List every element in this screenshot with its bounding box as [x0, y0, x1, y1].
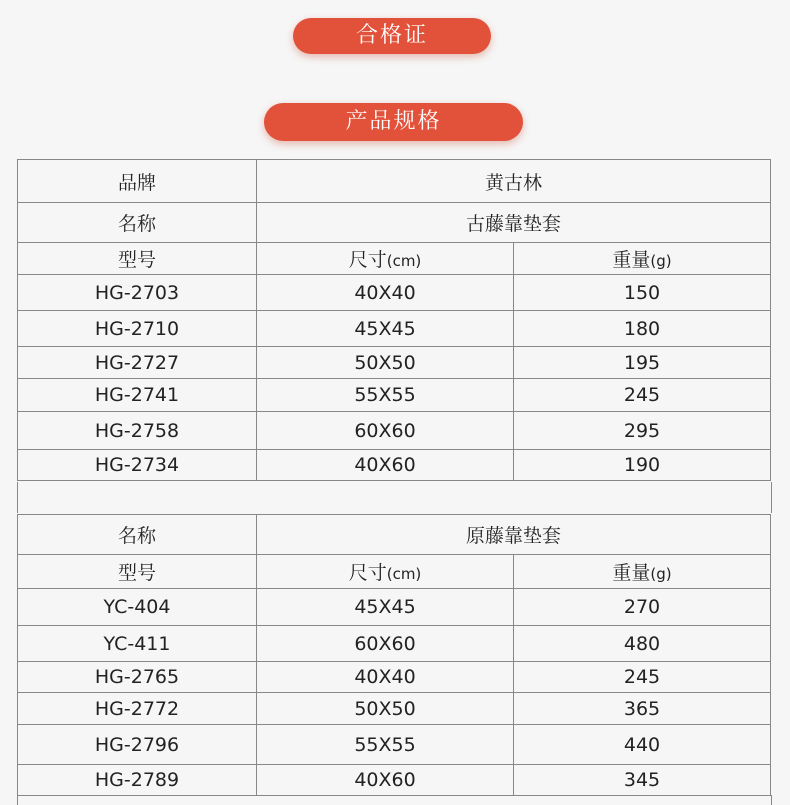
weight-header-label: 重量	[612, 249, 651, 271]
name-value: 原藤靠垫套	[257, 515, 771, 555]
weight-cell: 190	[514, 450, 771, 481]
table-row	[18, 275, 771, 311]
table-bottom-spacer	[17, 795, 772, 805]
header-row	[18, 555, 771, 589]
table-spacer	[17, 482, 772, 513]
table-row	[18, 662, 771, 693]
weight-cell: 245	[514, 379, 771, 412]
weight-cell: 150	[514, 275, 771, 311]
name-label: 名称	[18, 515, 257, 555]
table-row	[18, 412, 771, 450]
weight-cell: 440	[514, 725, 771, 765]
size-cell: 60X60	[257, 412, 514, 450]
model-cell: HG-2710	[18, 311, 257, 347]
table-row	[18, 626, 771, 662]
weight-cell: 295	[514, 412, 771, 450]
size-cell: 50X50	[257, 693, 514, 725]
weight-cell: 270	[514, 589, 771, 626]
brand-value: 黄古林	[257, 160, 771, 203]
model-cell: HG-2703	[18, 275, 257, 311]
model-cell: HG-2789	[18, 765, 257, 796]
size-cell: 60X60	[257, 626, 514, 662]
table-row	[18, 765, 771, 796]
size-header-label: 尺寸	[348, 249, 387, 271]
weight-cell: 365	[514, 693, 771, 725]
spec-table-original-rattan	[17, 514, 771, 796]
model-cell: HG-2741	[18, 379, 257, 412]
weight-header	[514, 243, 771, 275]
table-row	[18, 725, 771, 765]
size-cell: 40X60	[257, 450, 514, 481]
name-row	[18, 203, 771, 243]
spec-table-ancient-rattan	[17, 159, 771, 481]
table-row	[18, 450, 771, 481]
brand-row	[18, 160, 771, 203]
header-row	[18, 243, 771, 275]
model-cell: HG-2727	[18, 347, 257, 379]
size-header	[257, 555, 514, 589]
model-cell: YC-411	[18, 626, 257, 662]
size-cell: 45X45	[257, 589, 514, 626]
model-cell: HG-2765	[18, 662, 257, 693]
name-label: 名称	[18, 203, 257, 243]
model-cell: HG-2758	[18, 412, 257, 450]
name-value: 古藤靠垫套	[257, 203, 771, 243]
weight-header-unit: (g)	[650, 252, 672, 270]
size-header-unit: (cm)	[386, 252, 422, 270]
model-cell: YC-404	[18, 589, 257, 626]
table-row	[18, 347, 771, 379]
model-header: 型号	[18, 243, 257, 275]
model-header: 型号	[18, 555, 257, 589]
weight-header-label: 重量	[612, 562, 651, 584]
size-cell: 45X45	[257, 311, 514, 347]
size-header-label: 尺寸	[348, 562, 387, 584]
weight-cell: 180	[514, 311, 771, 347]
product-spec-badge: 产品规格	[264, 103, 523, 141]
size-cell: 55X55	[257, 379, 514, 412]
table-row	[18, 311, 771, 347]
size-cell: 40X40	[257, 275, 514, 311]
size-cell: 40X40	[257, 662, 514, 693]
brand-label: 品牌	[18, 160, 257, 203]
size-header	[257, 243, 514, 275]
weight-cell: 195	[514, 347, 771, 379]
size-cell: 40X60	[257, 765, 514, 796]
name-row	[18, 515, 771, 555]
table-row	[18, 693, 771, 725]
weight-header-unit: (g)	[650, 565, 672, 583]
weight-header	[514, 555, 771, 589]
model-cell: HG-2772	[18, 693, 257, 725]
size-header-unit: (cm)	[386, 565, 422, 583]
weight-cell: 480	[514, 626, 771, 662]
table-row	[18, 589, 771, 626]
model-cell: HG-2796	[18, 725, 257, 765]
size-cell: 50X50	[257, 347, 514, 379]
certificate-badge: 合格证	[293, 18, 491, 54]
weight-cell: 245	[514, 662, 771, 693]
table-row	[18, 379, 771, 412]
weight-cell: 345	[514, 765, 771, 796]
size-cell: 55X55	[257, 725, 514, 765]
model-cell: HG-2734	[18, 450, 257, 481]
